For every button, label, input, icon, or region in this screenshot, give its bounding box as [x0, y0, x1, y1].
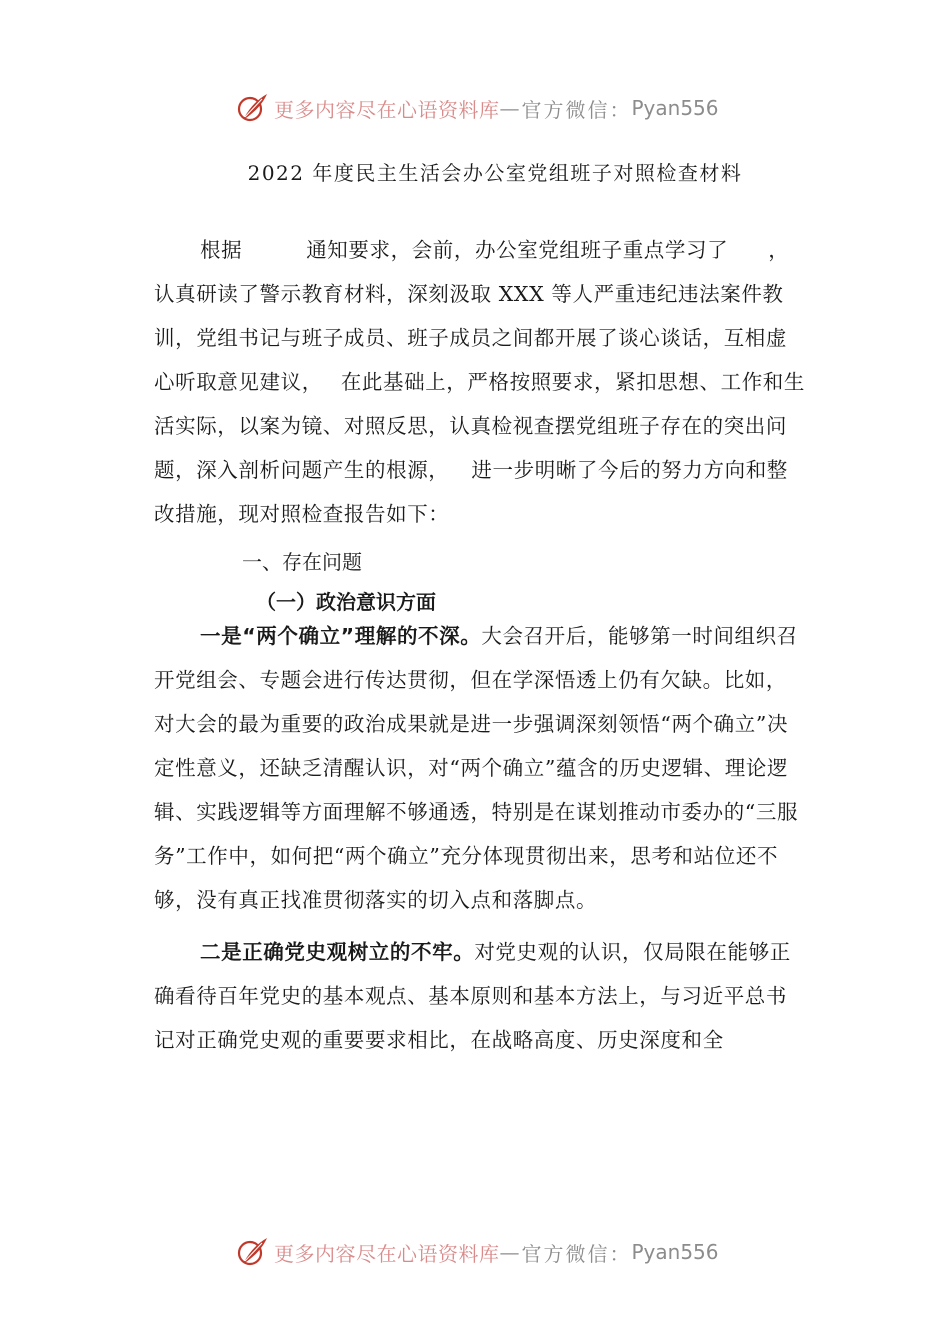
intro-paragraph — [154, 228, 806, 536]
item-1-lead: 一是“两个确立”理解的不深。 — [200, 624, 482, 648]
section-heading: 一、存在问题 — [242, 550, 362, 574]
watermark-main-text: 更多内容尽在心语资料库 — [274, 1241, 500, 1266]
feather-pen-logo-icon — [236, 91, 270, 125]
watermark-footer — [236, 1234, 736, 1270]
watermark-dash: — — [499, 1240, 522, 1264]
subsection-heading: （一）政治意识方面 — [256, 590, 436, 614]
watermark-wechat-id: Pyan556 — [631, 96, 719, 120]
intro-part-2: 通知要求，会前，办公室党组班子重点学习了 — [306, 238, 729, 262]
watermark-sub-text: 官方微信： — [521, 1241, 632, 1266]
intro-part-1: 根据 — [200, 238, 243, 262]
item-1-paragraph — [154, 614, 806, 922]
intro-part-5: 进一步明晰了今后的努力方向和整改措施，现对照检查报告如下： — [154, 458, 788, 526]
watermark-wechat-id: Pyan556 — [631, 1240, 719, 1264]
item-2-body: 对党史观的认识，仅局限在能够正确看待百年党史的基本观点、基本原则和基本方法上，与习近平总书记对正确党史观的重要要求相比，在战略高度、历史深度和全 — [154, 940, 791, 1052]
item-1-body: 大会召开后，能够第一时间组织召开党组会、专题会进行传达贯彻，但在学深悟透上仍有欠缺。比如，对大会的最为重要的政治成果就是进一步强调深刻领悟“两个确立”决定性意义，还缺乏清醒认识，对“两个确立”蕴含的历史逻辑、理论逻辑、实践逻辑等方面理解不够通透，特别是在谋划推动市委办的“三服务”工作中，如何把“两个确立”充分体现贯彻出来，思考和站位还不够，没有真正找准贯彻落实的切入点和落脚点。 — [154, 624, 799, 912]
intro-part-3: ，认真研读了警示教育材料，深刻汲取 XXX 等人严重违纪违法案件教训，党组书记与班子成员、班子成员之间都开展了谈心谈话，互相虚心听取意见建议， — [154, 238, 790, 394]
item-2-lead: 二是正确党史观树立的不牢。 — [200, 940, 475, 964]
intro-part-4: 在此基础上，严格按照要求，紧扣思想、工作和生活实际，以案为镜、对照反思，认真检视查摆党组班子存在的突出问题，深入剖析问题产生的根源， — [154, 370, 806, 482]
watermark-dash: — — [499, 96, 522, 120]
document-title: 2022 年度民主生活会办公室党组班子对照检查材料 — [247, 161, 743, 185]
watermark-sub-text: 官方微信： — [521, 97, 632, 122]
watermark-header — [236, 90, 736, 126]
feather-pen-logo-icon — [236, 1235, 270, 1269]
watermark-main-text: 更多内容尽在心语资料库 — [274, 97, 500, 122]
document-body — [154, 228, 806, 1062]
item-2-paragraph — [154, 930, 806, 1062]
